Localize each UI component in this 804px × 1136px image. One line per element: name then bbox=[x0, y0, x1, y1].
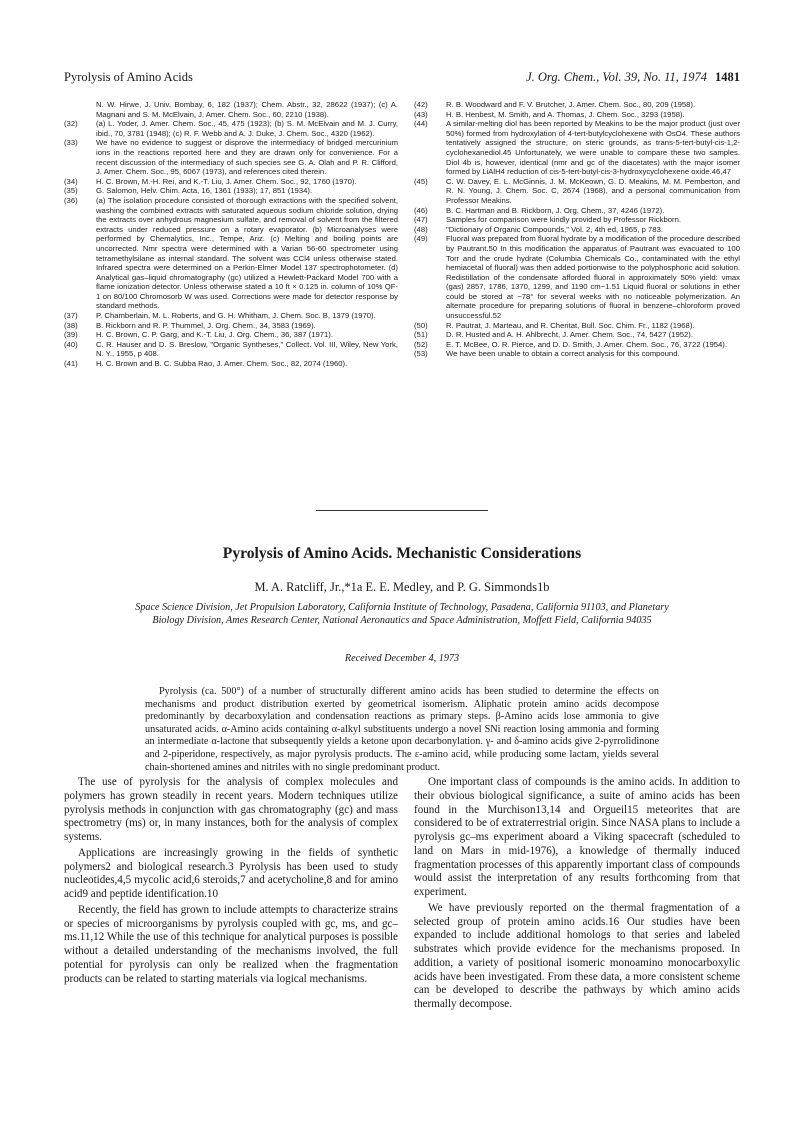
article-affiliation: Space Science Division, Jet Propulsion Laboratory, California Institute of Technology, Pasadena, California 91103, and Planetary Biology Division, Ames Research Center, National Aeronautics and Space Administration, Moffett Field, California 94035 bbox=[135, 602, 669, 626]
reference-number: (43) bbox=[414, 109, 428, 119]
reference-item bbox=[64, 186, 398, 196]
reference-item bbox=[414, 206, 740, 216]
reference-text: Fluoral was prepared from fluoral hydrate by a modification of the procedure described by Pautrant.50 In this modification the apparatus of Pautrant was evacuated to 100 Torr and the crude hydrate (Columbia Chemicals Co., contaminated with the ethyl hemiacetal of fluoral) was then added portionwise to the polyphosphoric acid solution. Redistillation of the condensate afforded fluoral in approximately 50% yield: νmax (gas) 2857, 1786, 1370, 1299, and 1190 cm−1.51 Liquid fluoral or solutions in ether could be stored at −78° for several weeks with no noticeable polymerization. An alternate procedure for preparing solutions of fluoral in benzene–chloroform proved unsuccessful.52 bbox=[446, 234, 740, 321]
reference-item bbox=[414, 340, 740, 350]
reference-item bbox=[414, 110, 740, 120]
running-head-title: Pyrolysis of Amino Acids bbox=[64, 70, 193, 84]
reference-number: (38) bbox=[64, 320, 78, 330]
reference-number: (32) bbox=[64, 119, 78, 129]
reference-number: (49) bbox=[414, 234, 428, 244]
reference-item bbox=[64, 311, 398, 321]
abstract bbox=[145, 686, 659, 774]
reference-number: (46) bbox=[414, 205, 428, 215]
reference-number: (42) bbox=[414, 100, 428, 109]
reference-number: (36) bbox=[64, 195, 78, 205]
reference-text: H. C. Brown, C. P. Garg, and K.-T. Liu, J. Org. Chem., 36, 387 (1971). bbox=[96, 330, 333, 340]
reference-number: (47) bbox=[414, 215, 428, 225]
reference-text: C. W. Davey, E. L. McGinnis, J. M. McKeown, G. D. Meakins, M. M. Pemberton, and R. N. Young, J. Chem. Soc. C, 2674 (1968), and a personal communication from Professor Meakins. bbox=[446, 176, 740, 205]
reference-text: D. R. Husted and A. H. Ahlbrecht, J. Amer. Chem. Soc., 74, 5427 (1952). bbox=[446, 330, 693, 340]
body-paragraph: Recently, the field has grown to include attempts to characterize strains or species of microorganisms by pyrolysis coupled with gc, ms, and gc–ms.11,12 While the use of this technique for analytical purposes is possible without a detailed understanding of the mechanisms involved, the full potential for pyrolysis can only be realized when the fragmentation products can be related to starting materials via logical mechanisms. bbox=[64, 903, 398, 985]
reference-item bbox=[64, 138, 398, 176]
reference-item bbox=[414, 215, 740, 225]
reference-text: H. B. Henbest, M. Smith, and A. Thomas, J. Chem. Soc., 3293 (1958). bbox=[446, 109, 685, 119]
journal-citation: J. Org. Chem., Vol. 39, No. 11, 1974 bbox=[526, 70, 707, 84]
reference-text: B. C. Hartman and B. Rickborn, J. Org. Chem., 37, 4246 (1972). bbox=[446, 205, 665, 215]
reference-text: (a) L. Yoder, J. Amer. Chem. Soc., 45, 475 (1923); (b) S. M. McElvain and M. J. Curry, ibid., 70, 3781 (1948); (c) R. F. Webb and A. J. Duke, J. Chem. Soc., 4320 (1962). bbox=[96, 119, 398, 138]
article-title: Pyrolysis of Amino Acids. Mechanistic Considerations bbox=[222, 545, 582, 562]
reference-text: We have been unable to obtain a correct analysis for this compound. bbox=[446, 349, 680, 359]
article-authors: M. A. Ratcliff, Jr.,*1a E. E. Medley, and P. G. Simmonds1b bbox=[254, 580, 550, 594]
reference-item bbox=[64, 330, 398, 340]
reference-number: (53) bbox=[414, 349, 428, 359]
reference-number: (48) bbox=[414, 224, 428, 234]
reference-item bbox=[64, 321, 398, 331]
reference-item bbox=[64, 359, 398, 369]
reference-number: (34) bbox=[64, 176, 78, 186]
reference-number: (33) bbox=[64, 138, 78, 148]
body-paragraph: One important class of compounds is the amino acids. In addition to their obvious biological significance, a suite of amino acids has been found in the Murchison13,14 and Orgueil15 meteorites that are considered to be of extraterrestrial origin. Since NASA plans to include a pyrolysis gc–ms experiment aboard a Viking spacecraft (scheduled to land on Mars in mid-1976), a knowledge of thermally induced fragmentation processes of this apparently important class of compounds would assist the interpretation of any results forthcoming from that experiment. bbox=[414, 776, 740, 898]
reference-item bbox=[414, 349, 740, 359]
body-paragraph: We have previously reported on the thermal fragmentation of a selected group of protein amino acids.16 Our studies have been expanded to include additional homologs to that series and labeled substrates which provide evidence for the mechanisms proposed. In addition, a variety of positional isomeric monoamino monocarboxylic acids have been investigated. From these data, a more consistent scheme can be developed to describe the pathways by which amino acids thermally decompose. bbox=[414, 901, 740, 1010]
reference-item bbox=[414, 177, 740, 206]
reference-text: "Dictionary of Organic Compounds," Vol. 2, 4th ed, 1965, p 783. bbox=[446, 224, 663, 234]
reference-text: We have no evidence to suggest or disprove the intermediacy of bridged mercurinium ions in the reactions reported here and they are drawn only for convenience. For a recent discussion of the intermediacy of such species see G. A. Olah and P. R. Clifford, J. Amer. Chem. Soc., 95, 6067 (1973), and references cited therein. bbox=[96, 138, 398, 177]
reference-text: B. Rickborn and R. P. Thummel, J. Org. Chem., 34, 3583 (1969). bbox=[96, 320, 316, 330]
reference-text: P. Chamberlain, M. L. Roberts, and G. H. Whitham, J. Chem. Soc. B, 1379 (1970). bbox=[96, 311, 376, 321]
reference-number: (37) bbox=[64, 311, 78, 321]
reference-number: (50) bbox=[414, 320, 428, 330]
reference-text: H. C. Brown, M.-H. Rei, and K.-T. Liu, J. Amer. Chem. Soc., 92, 1760 (1970). bbox=[96, 176, 357, 186]
reference-text: G. Salomon, Helv. Chim. Acta, 16, 1361 (1933); 17, 851 (1934). bbox=[96, 186, 313, 196]
reference-text: R. B. Woodward and F. V. Brutcher, J. Amer. Chem. Soc., 80, 209 (1958). bbox=[446, 100, 696, 109]
received-date: Received December 4, 1973 bbox=[344, 653, 460, 664]
reference-item bbox=[64, 340, 398, 359]
reference-number: (40) bbox=[64, 339, 78, 349]
reference-text: H. C. Brown and B. C. Subba Rao, J. Amer. Chem. Soc., 82, 2074 (1960). bbox=[96, 359, 348, 369]
reference-text: C. R. Hauser and D. S. Breslow, "Organic Syntheses," Collect. Vol. III, Wiley, New York, N. Y., 1955, p 408. bbox=[96, 339, 398, 359]
reference-text: A similar-melting diol has been reported by Meakins to be the major product (just over 50%) formed from hydroxylation of 4-tert-butylcyclohexene with OsO4. These authors tentatively assigned the structure, on steric grounds, as trans-5-tert-butyl-cis-1,2-cyclohexanediol.45 Unfortunately, we were unable to compare these two samples. Diol 4b is, however, identical (nmr and gc of the diacetates) with the major isomer formed by LiAlH4 reduction of cis-5-tert-butyl-cis-3-hydroxycyclohexene oxide.46,47 bbox=[446, 119, 740, 177]
running-head bbox=[64, 70, 740, 86]
references-left-column bbox=[64, 100, 398, 369]
body-paragraph: The use of pyrolysis for the analysis of complex molecules and polymers has grown steadily in recent years. Modern techniques utilize pyrolysis methods in conjunction with gas chromatography (gc) and mass spectrometry (ms) or, in many instances, both for the analysis of complex systems. bbox=[64, 776, 398, 843]
reference-item bbox=[414, 321, 740, 331]
reference-number: (45) bbox=[414, 176, 428, 186]
reference-item bbox=[64, 196, 398, 311]
reference-text: E. T. McBee, O. R. Pierce, and D. D. Smith, J. Amer. Chem. Soc., 76, 3722 (1954). bbox=[446, 339, 727, 349]
reference-number: (35) bbox=[64, 186, 78, 196]
body-paragraph: Applications are increasingly growing in the fields of synthetic polymers2 and biological research.3 Pyrolysis has been used to study nucleotides,4,5 mycolic acid,6 steroids,7 and acetycholine,8 and for amino acid9 and peptide identification.10 bbox=[64, 846, 398, 900]
reference-item bbox=[414, 330, 740, 340]
reference-item bbox=[64, 119, 398, 138]
reference-number: (44) bbox=[414, 119, 428, 129]
reference-item bbox=[414, 234, 740, 320]
reference-text: (a) The isolation procedure consisted of thorough extractions with the specified solvent, washing the combined extracts with saturated aqueous sodium chloride solution, drying the extracts over anhydrous magnesium sulfate, and removal of solvent from the filtered extracts under reduced pressure on a rotary evaporator. (b) Microanalyses were performed by Chemalytics, Inc., Tempe, Ariz. (c) Melting and boiling points are uncorrected. Nmr spectra were determined with a Varian 56-60 spectrometer using tetramethylsilane as internal standard. The solvent was CCl4 unless otherwise stated. Infrared spectra were determined on a Perkin-Elmer Model 137 spectrophotometer. (d) Analytical gas–liquid chromatography (gc) utilized a Hewlett-Packard Model 700 with a flame ionization detector. Unless otherwise stated a 10 ft × 0.125 in. column of 10% QF-1 on 80/100 Chromosorb W was used. Corrections were made for detector response by standard methods. bbox=[96, 195, 398, 311]
reference-text: R. Pautrat, J. Marteau, and R. Cheritat, Bull. Soc. Chim. Fr., 1182 (1968). bbox=[446, 320, 695, 330]
references-right-column bbox=[414, 100, 740, 359]
reference-item bbox=[414, 225, 740, 235]
abstract-text: Pyrolysis (ca. 500°) of a number of structurally different amino acids has been studied to determine the effects on mechanisms and product distribution exerted by geometrical isomerism. Aliphatic protein amino acids decompose predominantly by decarboxylation and condensation reactions as primary steps. β-Amino acids lose ammonia to give unsaturated acids. α-Amino acids containing α-alkyl substituents undergo a novel SNi reaction losing ammonia and forming an intermediate α-lactone that subsequently yields a ketone upon decarbonylation. γ- and δ-amino acids give 2-pyrrolidinone and 2-piperidone, respectively, as major pyrolysis products. The ε-amino acid, while producing some lactam, yields several chain-shortened amines and nitriles with no single predominant product. bbox=[145, 686, 659, 773]
reference-text: N. W. Hirwe, J. Univ. Bombay, 6, 182 (1937); Chem. Abstr., 32, 28622 (1937); (c) A. Magnani and S. M. McElvain, J. Amer. Chem. Soc., 60, 2210 (1938). bbox=[96, 100, 398, 119]
reference-text: Samples for comparison were kindly provided by Professor Rickborn. bbox=[446, 215, 681, 225]
reference-number: (52) bbox=[414, 339, 428, 349]
page-number: 1481 bbox=[715, 70, 740, 84]
reference-item bbox=[414, 119, 740, 177]
reference-item bbox=[64, 100, 398, 119]
reference-number: (51) bbox=[414, 330, 428, 340]
reference-number: (39) bbox=[64, 330, 78, 340]
reference-item bbox=[64, 177, 398, 187]
section-divider bbox=[316, 510, 488, 511]
reference-number: (41) bbox=[64, 359, 78, 369]
reference-item bbox=[414, 100, 740, 110]
body-left-column bbox=[64, 776, 398, 988]
body-right-column bbox=[414, 776, 740, 1014]
running-head-citation bbox=[526, 70, 740, 85]
